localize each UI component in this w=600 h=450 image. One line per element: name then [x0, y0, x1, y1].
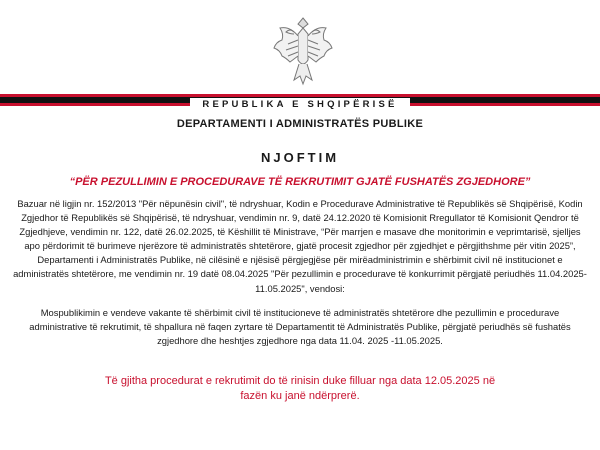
albania-double-headed-eagle-icon [272, 14, 334, 88]
notice-paragraph-resumption: Të gjitha procedurat e rekrutimit do të rinisin duke filluar nga data 12.05.2025 në fazën ku janë ndërprerë. [104, 375, 496, 402]
republic-title: REPUBLIKA E SHQIPËRISË [190, 98, 410, 111]
notice-paragraph-decision: Mospublikimin e vendeve vakante të shërbimit civil të institucioneve të administratës shtetërore dhe pezullimin e procedurave administrative të rekrutimit, të shpallura në faqen zyrtare të Departamentit të Administratës Publike, përgjatë periudhës së fushatës zgjedhore dhe heshtjes zgjedhore nga data 11.04. 2025 -11.05.2025. [29, 307, 571, 347]
notice-paragraph-legal-basis: Bazuar në ligjin nr. 152/2013 "Për nëpunësin civil", të ndryshuar, Kodin e Procedurave Administrative të Republikës së Shqipërisë, Kodin Zgjedhor të Republikës së Shqipërisë, të ndryshuar, vendimin nr. 9, datë 24.12.2020 të Komisionit Rregullator të Komisionit Qendror të Zgjedhjeve, vendimin nr. 122, datë 26.02.2025, të Këshillit të Ministrave, “Për marrjen e masave dhe monitorimin e veprimtarisë, sjelljes apo përdorimit të burimeve njerëzore të administratës shtetërore, gjatë procesit zgjedhor për zgjedhjet e përgjithshme për vitin 2025”, Departamenti i Administratës Publike, në cilësinë e njësisë përgjegjëse për mirëadministrimin e shërbimit civil në institucionet e administratës shtetërore, me vendimin nr. 19 datë 08.04.2025 "Për pezullimin e procedurave të konkurrimit përgjatë periudhës 11.04.2025-11.05.2025", vendosi: [13, 198, 587, 294]
notice-subtitle: “PËR PEZULLIMIN E PROCEDURAVE TË REKRUTIMIT GJATË FUSHATËS ZGJEDHORE” [69, 176, 531, 188]
notice-heading: NJOFTIM [260, 150, 340, 165]
department-title: DEPARTAMENTI I ADMINISTRATËS PUBLIKE [176, 118, 424, 130]
